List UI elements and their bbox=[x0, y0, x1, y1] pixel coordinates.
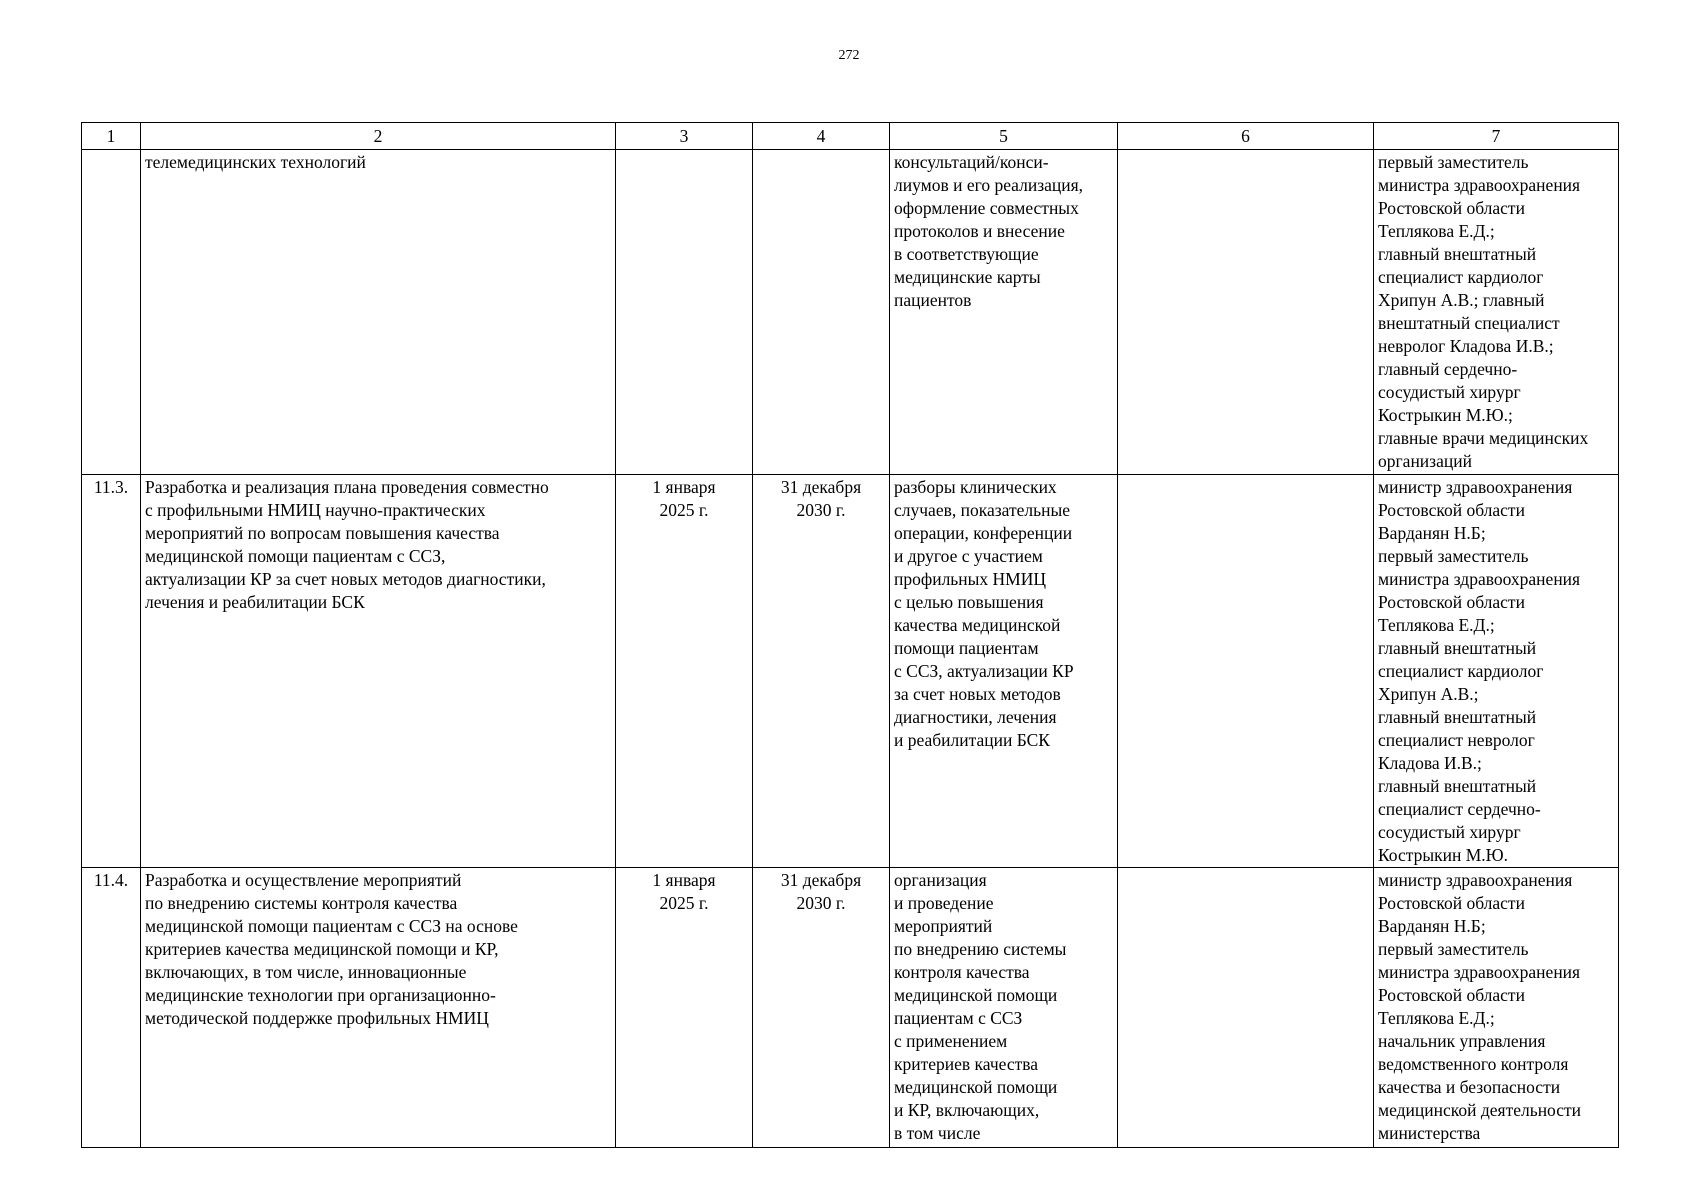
text-line: главный внештатный bbox=[1378, 707, 1537, 727]
text-line: мероприятий bbox=[894, 916, 993, 936]
text-line: включающих, в том числе, инновационные bbox=[145, 962, 467, 982]
text-line: специалист кардиолог bbox=[1378, 661, 1544, 681]
column-6-cell bbox=[1118, 150, 1374, 475]
text-line: главный сердечно- bbox=[1378, 359, 1518, 379]
text-line: операции, конференции bbox=[894, 523, 1073, 543]
text-line: и реабилитации БСК bbox=[894, 730, 1050, 750]
text-line: Теплякова Е.Д.; bbox=[1378, 1008, 1495, 1028]
text-line: методической поддержке профильных НМИЦ bbox=[145, 1008, 489, 1028]
text-line: случаев, показательные bbox=[894, 500, 1070, 520]
text-line: протоколов и внесение bbox=[894, 221, 1065, 241]
text-line: пациентам с ССЗ bbox=[894, 1008, 1023, 1028]
text-line: 2025 г. bbox=[659, 500, 709, 520]
column-6-cell bbox=[1118, 475, 1374, 868]
text-line: пациентов bbox=[894, 290, 972, 310]
responsible-cell bbox=[1374, 475, 1619, 868]
text-line: критериев качества медицинской помощи и КР, bbox=[145, 939, 499, 959]
start-date-cell bbox=[616, 868, 753, 1148]
text-line: Хрипун А.В.; главный bbox=[1378, 290, 1545, 310]
text-line: сосудистый хирург bbox=[1378, 382, 1521, 402]
text-line: лиумов и его реализация, bbox=[894, 175, 1084, 195]
text-line: первый заместитель bbox=[1378, 152, 1529, 172]
text-line: медицинские технологии при организационно- bbox=[145, 985, 496, 1005]
text-line: диагностики, лечения bbox=[894, 707, 1057, 727]
text-line: начальник управления bbox=[1378, 1031, 1546, 1051]
text-line: оформление совместных bbox=[894, 198, 1079, 218]
start-date-cell bbox=[616, 150, 753, 475]
text-line: невролог Кладова И.В.; bbox=[1378, 336, 1554, 356]
text-line: Варданян Н.Б; bbox=[1378, 523, 1486, 543]
text-line: 1 января bbox=[652, 477, 716, 497]
text-line: Ростовской области bbox=[1378, 893, 1525, 913]
text-line: первый заместитель bbox=[1378, 939, 1529, 959]
header-cell-4: 4 bbox=[753, 123, 890, 150]
text-line: консультаций/конси- bbox=[894, 152, 1049, 172]
table-row bbox=[82, 475, 1619, 868]
activity-name-cell bbox=[141, 868, 616, 1148]
text-line: Хрипун А.В.; bbox=[1378, 684, 1479, 704]
result-cell bbox=[890, 868, 1118, 1148]
text-line: Кострыкин М.Ю. bbox=[1378, 845, 1509, 865]
end-date-cell bbox=[753, 150, 890, 475]
result-cell bbox=[890, 475, 1118, 868]
text-line: в соответствующие bbox=[894, 244, 1039, 264]
text-line: 2030 г. bbox=[796, 893, 846, 913]
text-line: 2030 г. bbox=[796, 500, 846, 520]
text-line: Ростовской области bbox=[1378, 985, 1525, 1005]
text-line: главный внештатный bbox=[1378, 776, 1537, 796]
text-line: специалист сердечно- bbox=[1378, 799, 1541, 819]
responsible-cell bbox=[1374, 868, 1619, 1148]
text-line: специалист кардиолог bbox=[1378, 267, 1544, 287]
end-date-cell bbox=[753, 868, 890, 1148]
header-cell-2: 2 bbox=[141, 123, 616, 150]
text-line: с ССЗ, актуализации КР bbox=[894, 661, 1074, 681]
text-line: Варданян Н.Б; bbox=[1378, 916, 1486, 936]
text-line: профильных НМИЦ bbox=[894, 569, 1047, 589]
header-row bbox=[82, 123, 1619, 150]
responsible-cell bbox=[1374, 150, 1619, 475]
text-line: медицинской помощи bbox=[894, 1077, 1058, 1097]
column-6-cell bbox=[1118, 868, 1374, 1148]
start-date-cell bbox=[616, 475, 753, 868]
text-line: качества и безопасности bbox=[1378, 1077, 1561, 1097]
text-line: разборы клинических bbox=[894, 477, 1057, 497]
header-cell-7: 7 bbox=[1374, 123, 1619, 150]
text-line: ведомственного контроля bbox=[1378, 1054, 1569, 1074]
text-line: 1 января bbox=[652, 870, 716, 890]
row-number-cell bbox=[82, 150, 141, 475]
text-line: министр здравоохранения bbox=[1378, 870, 1573, 890]
header-cell-6: 6 bbox=[1118, 123, 1374, 150]
text-line: медицинские карты bbox=[894, 267, 1041, 287]
text-line: министр здравоохранения bbox=[1378, 477, 1573, 497]
text-line: медицинской помощи пациентам с ССЗ на основе bbox=[145, 916, 518, 936]
text-line: помощи пациентам bbox=[894, 638, 1039, 658]
text-line: за счет новых методов bbox=[894, 684, 1061, 704]
text-line: главный внештатный bbox=[1378, 638, 1537, 658]
text-line: министра здравоохранения bbox=[1378, 569, 1581, 589]
text-line: специалист невролог bbox=[1378, 730, 1535, 750]
text-line: министерства bbox=[1378, 1123, 1481, 1143]
page-number: 272 bbox=[838, 48, 860, 63]
result-cell bbox=[890, 150, 1118, 475]
text-line: организация bbox=[894, 870, 987, 890]
text-line: Кладова И.В.; bbox=[1378, 753, 1482, 773]
table-row bbox=[82, 150, 1619, 475]
text-line: и КР, включающих, bbox=[894, 1100, 1040, 1120]
header-cell-3: 3 bbox=[616, 123, 753, 150]
activity-name-cell bbox=[141, 475, 616, 868]
text-line: Ростовской области bbox=[1378, 198, 1525, 218]
text-line: контроля качества bbox=[894, 962, 1030, 982]
text-line: министра здравоохранения bbox=[1378, 175, 1581, 195]
text-line: критериев качества bbox=[894, 1054, 1039, 1074]
text-line: телемедицинских технологий bbox=[145, 152, 366, 172]
text-line: Ростовской области bbox=[1378, 500, 1525, 520]
header-cell-5: 5 bbox=[890, 123, 1118, 150]
text-line: Теплякова Е.Д.; bbox=[1378, 221, 1495, 241]
text-line: Теплякова Е.Д.; bbox=[1378, 615, 1495, 635]
text-line: с применением bbox=[894, 1031, 1008, 1051]
text-line: мероприятий по вопросам повышения качества bbox=[145, 523, 500, 543]
text-line: Ростовской области bbox=[1378, 592, 1525, 612]
text-line: Разработка и осуществление мероприятий bbox=[145, 870, 462, 890]
text-line: министра здравоохранения bbox=[1378, 962, 1581, 982]
table-row bbox=[82, 868, 1619, 1148]
text-line: качества медицинской bbox=[894, 615, 1061, 635]
text-line: главный внештатный bbox=[1378, 244, 1537, 264]
text-line: по внедрению системы контроля качества bbox=[145, 893, 458, 913]
text-line: и проведение bbox=[894, 893, 994, 913]
text-line: медицинской деятельности bbox=[1378, 1100, 1582, 1120]
text-line: организаций bbox=[1378, 451, 1472, 471]
activity-name-cell bbox=[141, 150, 616, 475]
text-line: в том числе bbox=[894, 1123, 981, 1143]
row-number-cell: 11.3. bbox=[82, 475, 141, 868]
text-line: с целью повышения bbox=[894, 592, 1044, 612]
text-line: Кострыкин М.Ю.; bbox=[1378, 405, 1513, 425]
document-table bbox=[81, 122, 1619, 1148]
text-line: с профильными НМИЦ научно-практических bbox=[145, 500, 486, 520]
text-line: сосудистый хирург bbox=[1378, 822, 1521, 842]
text-line: главные врачи медицинских bbox=[1378, 428, 1589, 448]
text-line: актуализации КР за счет новых методов диагностики, bbox=[145, 569, 546, 589]
text-line: внештатный специалист bbox=[1378, 313, 1560, 333]
text-line: 31 декабря bbox=[780, 870, 862, 890]
text-line: Разработка и реализация плана проведения совместно bbox=[145, 477, 549, 497]
text-line: 31 декабря bbox=[780, 477, 862, 497]
text-line: первый заместитель bbox=[1378, 546, 1529, 566]
text-line: 2025 г. bbox=[659, 893, 709, 913]
row-number-cell: 11.4. bbox=[82, 868, 141, 1148]
header-cell-1: 1 bbox=[82, 123, 141, 150]
end-date-cell bbox=[753, 475, 890, 868]
text-line: медицинской помощи пациентам с ССЗ, bbox=[145, 546, 446, 566]
text-line: лечения и реабилитации БСК bbox=[145, 592, 365, 612]
text-line: и другое с участием bbox=[894, 546, 1043, 566]
text-line: медицинской помощи bbox=[894, 985, 1058, 1005]
text-line: по внедрению системы bbox=[894, 939, 1067, 959]
